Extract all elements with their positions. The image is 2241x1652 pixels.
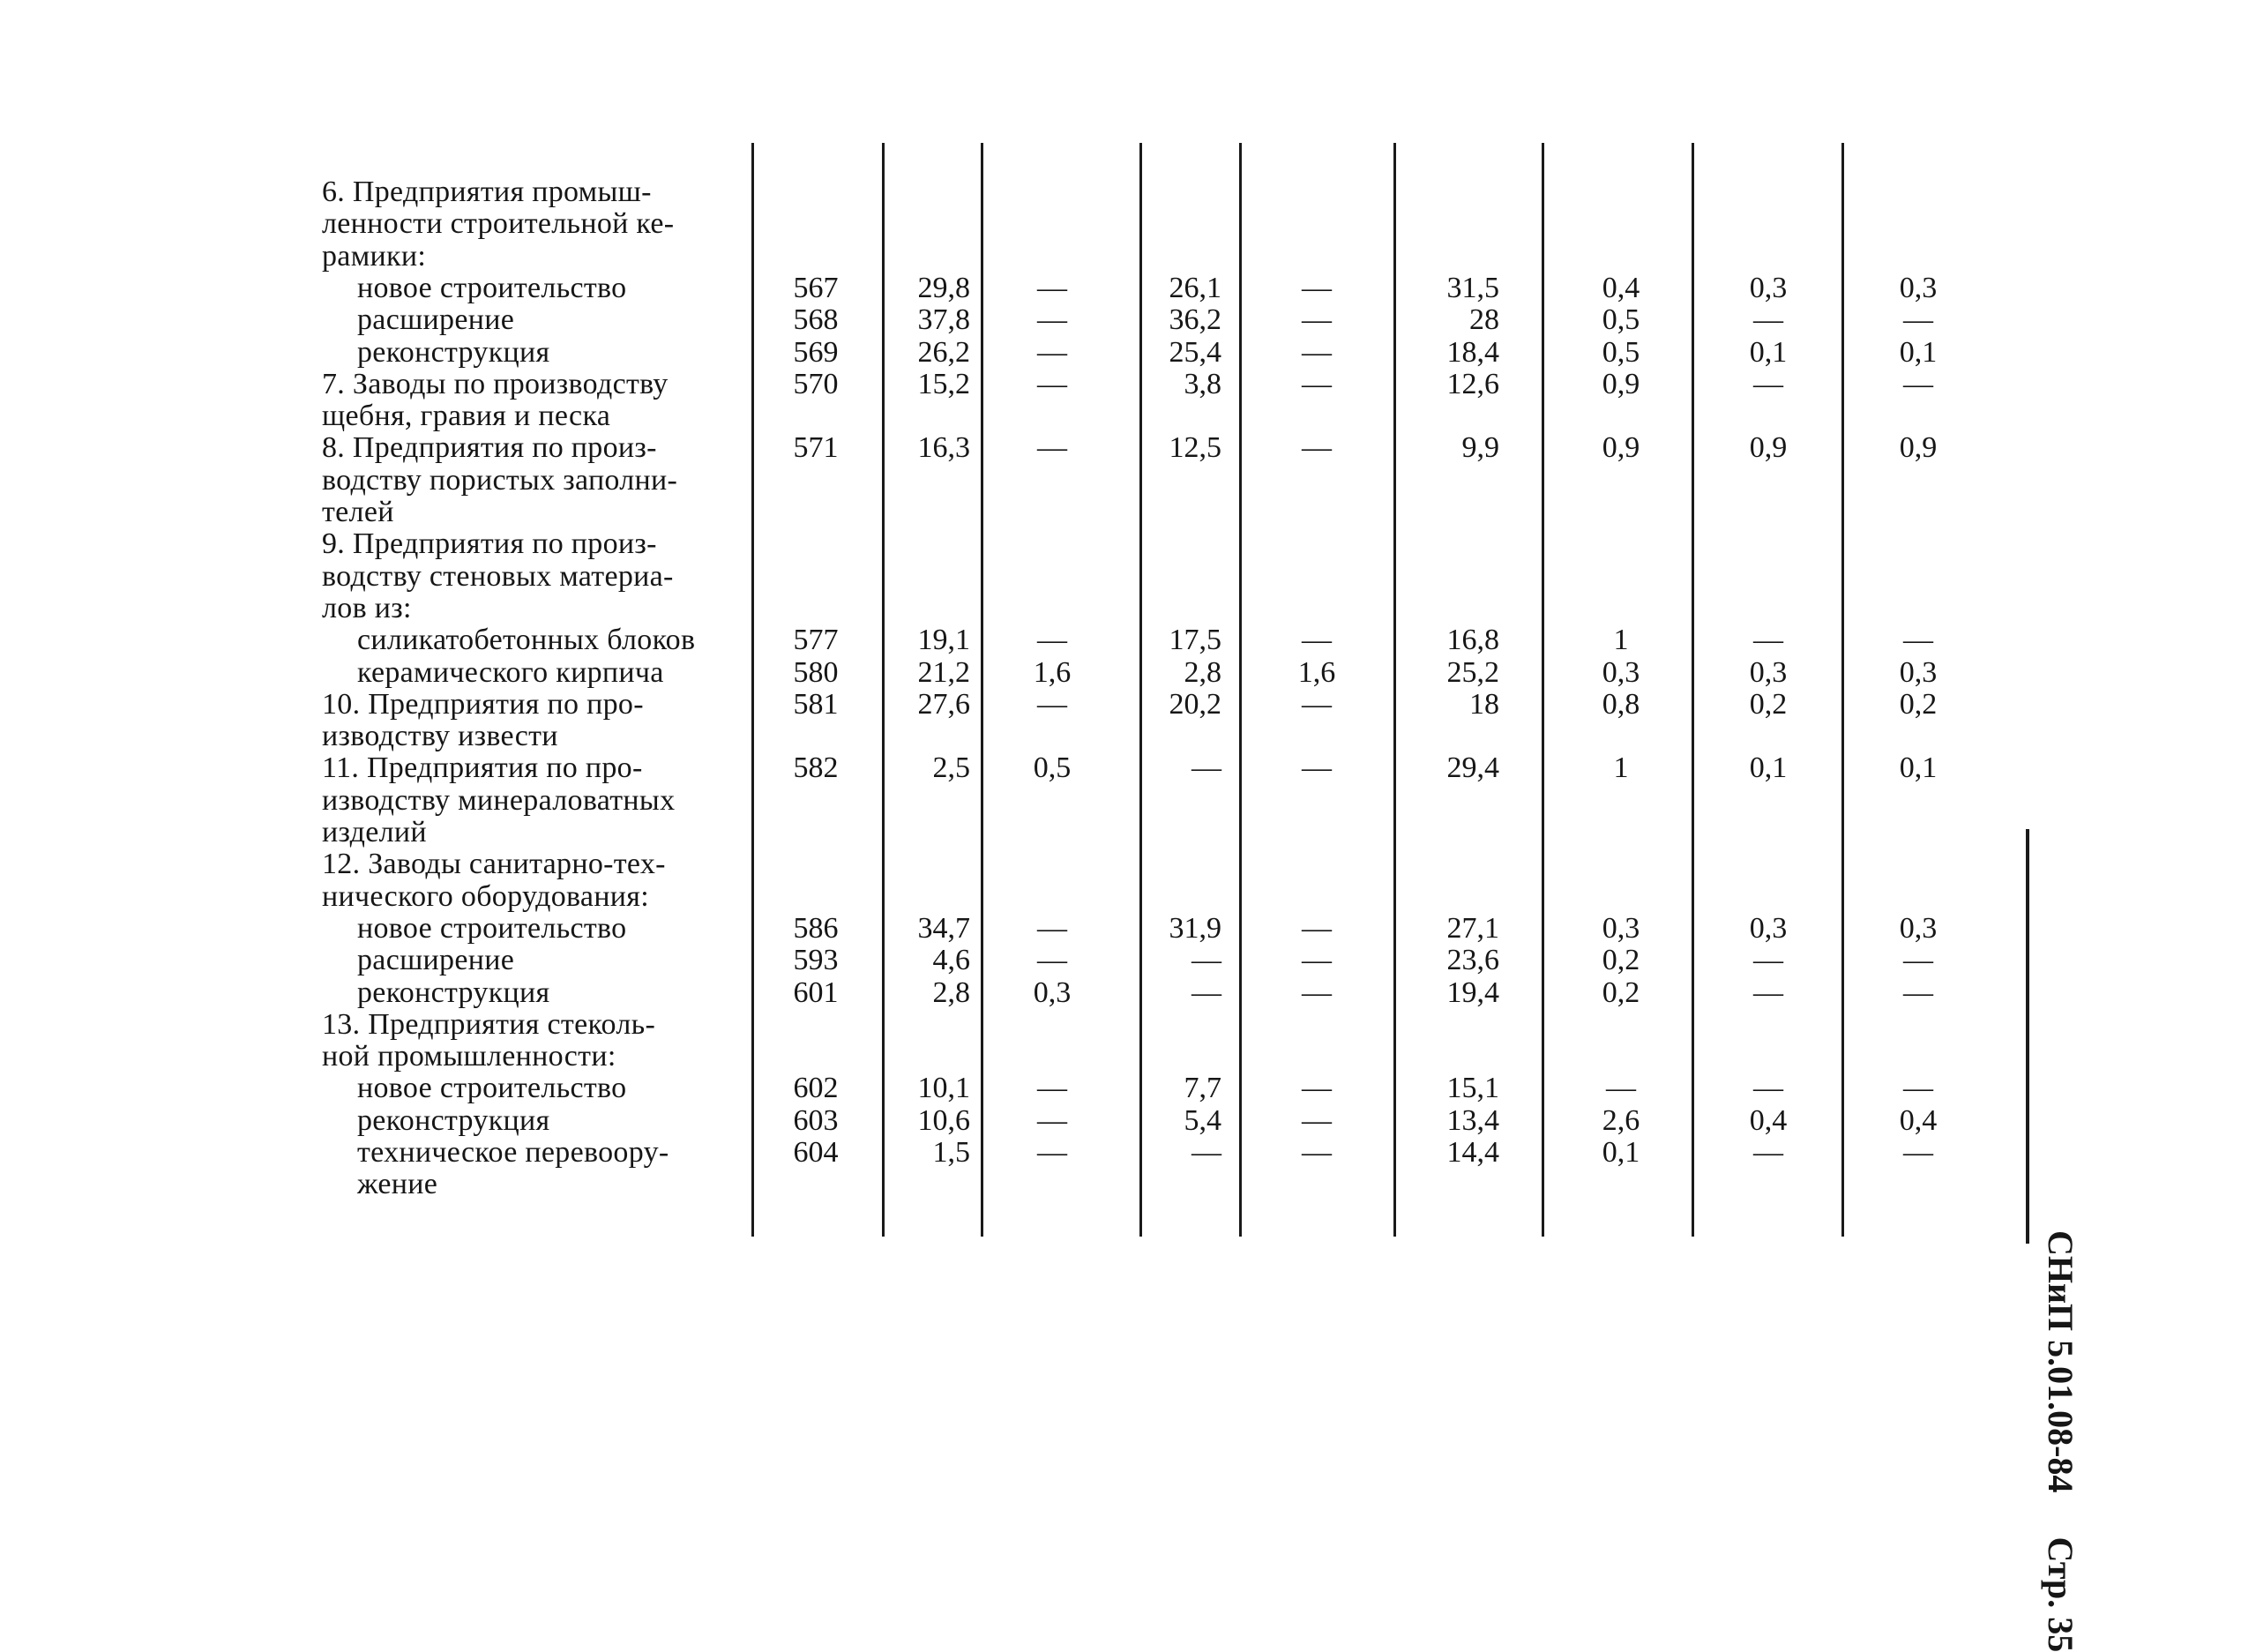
table-cell: — bbox=[1302, 1103, 1332, 1137]
row-label: 11. Предприятия по про- bbox=[322, 751, 643, 785]
table-cell: — bbox=[1302, 1072, 1332, 1105]
row-label: новое строительство bbox=[357, 271, 627, 304]
table-cell: — bbox=[1302, 624, 1332, 657]
table-cell: 31,5 bbox=[1446, 271, 1499, 304]
table-cell: 29,8 bbox=[917, 271, 970, 304]
row-label: изделий bbox=[322, 816, 427, 848]
row-label: лов из: bbox=[322, 591, 412, 624]
table-cell: 18,4 bbox=[1446, 335, 1499, 369]
table-cell: 0,4 bbox=[1602, 271, 1640, 304]
table-cell: 0,5 bbox=[1033, 751, 1072, 785]
table-cell: — bbox=[1903, 1136, 1933, 1169]
table-cell: 0,3 bbox=[1899, 655, 1938, 689]
row-label: 13. Предприятия стеколь- bbox=[322, 1007, 656, 1041]
table-cell: — bbox=[1037, 624, 1067, 657]
table-cell: 0,3 bbox=[1749, 655, 1788, 689]
table-cell: 21,2 bbox=[917, 655, 970, 689]
table-cell: 0,3 bbox=[1899, 911, 1938, 945]
table-cell: 0,9 bbox=[1899, 431, 1938, 465]
table-cell: 2,8 bbox=[1184, 655, 1221, 689]
table-cell: 0,1 bbox=[1899, 751, 1938, 785]
table-cell: 27,6 bbox=[917, 687, 970, 721]
row-label: щебня, гравия и песка bbox=[322, 400, 611, 433]
table-cell: 0,1 bbox=[1899, 335, 1938, 369]
table-cell: 13,4 bbox=[1446, 1103, 1499, 1137]
table-cell: 34,7 bbox=[917, 911, 970, 945]
row-label: ленности строительной ке- bbox=[322, 207, 675, 241]
table-cell: — bbox=[1753, 367, 1783, 400]
table-cell: — bbox=[1037, 1072, 1067, 1105]
table-cell: 4,6 bbox=[932, 944, 970, 977]
table-cell: — bbox=[1753, 624, 1783, 657]
row-label: реконструкция bbox=[357, 1103, 550, 1137]
table-cell: — bbox=[1302, 944, 1332, 977]
table-cell: — bbox=[1037, 431, 1067, 465]
table-cell: — bbox=[1753, 303, 1783, 337]
table-cell: 12,6 bbox=[1446, 367, 1499, 400]
table-cell: 0,3 bbox=[1749, 911, 1788, 945]
row-code: 603 bbox=[793, 1103, 839, 1137]
table-cell: 28 bbox=[1469, 303, 1499, 337]
table-cell: 19,4 bbox=[1446, 976, 1499, 1009]
row-label: жение bbox=[357, 1168, 438, 1201]
row-label: 8. Предприятия по произ- bbox=[322, 431, 657, 465]
row-code: 586 bbox=[793, 911, 839, 945]
table-cell: — bbox=[1037, 303, 1067, 337]
table-cell: — bbox=[1903, 303, 1933, 337]
row-code: 601 bbox=[793, 976, 839, 1009]
row-label: реконструкция bbox=[357, 335, 550, 369]
table-cell: 2,5 bbox=[932, 751, 970, 785]
table-cell: 5,4 bbox=[1184, 1103, 1221, 1137]
row-code: 581 bbox=[793, 687, 839, 721]
column-rule bbox=[1692, 143, 1694, 1237]
table-cell: 0,9 bbox=[1602, 431, 1640, 465]
row-code: 602 bbox=[793, 1072, 839, 1105]
table-cell: 16,8 bbox=[1446, 624, 1499, 657]
row-label: расширение bbox=[357, 303, 515, 337]
row-label: рамики: bbox=[322, 239, 427, 273]
table-cell: — bbox=[1903, 624, 1933, 657]
table-cell: 1,5 bbox=[932, 1136, 970, 1169]
column-rule bbox=[981, 143, 983, 1237]
table-cell: 7,7 bbox=[1184, 1072, 1221, 1105]
table-cell: 3,8 bbox=[1184, 367, 1221, 400]
table-cell: 0,2 bbox=[1602, 944, 1640, 977]
table-cell: — bbox=[1191, 1136, 1221, 1169]
table-cell: 0,8 bbox=[1602, 687, 1640, 721]
table-cell: — bbox=[1753, 976, 1783, 1009]
row-label: изводству минераловатных bbox=[322, 783, 676, 817]
table-cell: — bbox=[1302, 687, 1332, 721]
row-label: реконструкция bbox=[357, 976, 550, 1009]
table-cell: — bbox=[1302, 431, 1332, 465]
table-cell: 27,1 bbox=[1446, 911, 1499, 945]
row-label: нического оборудования: bbox=[322, 879, 649, 913]
table-cell: — bbox=[1753, 1136, 1783, 1169]
row-code: 571 bbox=[793, 431, 839, 465]
table-cell: 0,1 bbox=[1749, 751, 1788, 785]
table-cell: 1,6 bbox=[1297, 655, 1336, 689]
table-cell: 37,8 bbox=[917, 303, 970, 337]
row-label: 6. Предприятия промыш- bbox=[322, 176, 652, 208]
table-cell: 19,1 bbox=[917, 624, 970, 657]
table-cell: — bbox=[1302, 367, 1332, 400]
table-cell: — bbox=[1037, 911, 1067, 945]
table-cell: 31,9 bbox=[1169, 911, 1221, 945]
page-number: Стр. 35 bbox=[2041, 1536, 2080, 1652]
table-cell: — bbox=[1037, 271, 1067, 304]
row-code: 582 bbox=[793, 751, 839, 785]
table-cell: 1,6 bbox=[1033, 655, 1072, 689]
table-cell: — bbox=[1302, 751, 1332, 785]
table-cell: 0,3 bbox=[1749, 271, 1788, 304]
table-cell: 0,5 bbox=[1602, 303, 1640, 337]
row-label: 10. Предприятия по про- bbox=[322, 687, 644, 721]
table-cell: — bbox=[1191, 976, 1221, 1009]
row-label: ной промышленности: bbox=[322, 1040, 616, 1073]
table-cell: — bbox=[1037, 687, 1067, 721]
table-cell: — bbox=[1903, 1072, 1933, 1105]
table-cell: — bbox=[1753, 1072, 1783, 1105]
table-cell: 0,3 bbox=[1602, 911, 1640, 945]
table-cell: 16,3 bbox=[917, 431, 970, 465]
table-cell: — bbox=[1302, 303, 1332, 337]
column-rule bbox=[1542, 143, 1544, 1237]
row-code: 568 bbox=[793, 303, 839, 337]
table-cell: — bbox=[1302, 1136, 1332, 1169]
table-cell: 26,2 bbox=[917, 335, 970, 369]
table-cell: 25,4 bbox=[1169, 335, 1221, 369]
table-cell: — bbox=[1753, 944, 1783, 977]
table-cell: 0,5 bbox=[1602, 335, 1640, 369]
table-cell: — bbox=[1037, 1103, 1067, 1137]
row-label: новое строительство bbox=[357, 911, 627, 945]
table-cell: 18 bbox=[1469, 687, 1499, 721]
table-cell: — bbox=[1903, 976, 1933, 1009]
table-cell: 15,1 bbox=[1446, 1072, 1499, 1105]
row-label: новое строительство bbox=[357, 1072, 627, 1105]
table-cell: 14,4 bbox=[1446, 1136, 1499, 1169]
table-cell: 2,6 bbox=[1602, 1103, 1640, 1137]
row-code: 593 bbox=[793, 944, 839, 977]
table-cell: 0,9 bbox=[1749, 431, 1788, 465]
table-cell: 0,1 bbox=[1602, 1136, 1640, 1169]
header-rule bbox=[2026, 829, 2029, 1244]
running-header bbox=[2040, 1230, 2081, 1652]
row-label: 9. Предприятия по произ- bbox=[322, 527, 657, 561]
table-cell: — bbox=[1037, 1136, 1067, 1169]
table-cell: — bbox=[1191, 751, 1221, 785]
table-cell: 0,3 bbox=[1602, 655, 1640, 689]
table-cell: 0,2 bbox=[1602, 976, 1640, 1009]
table-cell: 10,1 bbox=[917, 1072, 970, 1105]
table-cell: 0,2 bbox=[1749, 687, 1788, 721]
table-cell: 12,5 bbox=[1169, 431, 1221, 465]
table-cell: 0,2 bbox=[1899, 687, 1938, 721]
table-cell: — bbox=[1302, 976, 1332, 1009]
table-cell: 0,4 bbox=[1899, 1103, 1938, 1137]
row-label: водству пористых заполни- bbox=[322, 463, 678, 497]
row-label: телей bbox=[322, 496, 394, 528]
table-cell: 0,1 bbox=[1749, 335, 1788, 369]
row-label: силикатобетонных блоков bbox=[357, 624, 696, 657]
row-code: 580 bbox=[793, 655, 839, 689]
table-cell: 0,4 bbox=[1749, 1103, 1788, 1137]
row-code: 569 bbox=[793, 335, 839, 369]
table-cell: 15,2 bbox=[917, 367, 970, 400]
table-cell: 2,8 bbox=[932, 976, 970, 1009]
row-code: 604 bbox=[793, 1136, 839, 1169]
row-label: 12. Заводы санитарно-тех- bbox=[322, 848, 666, 881]
table-cell: — bbox=[1037, 335, 1067, 369]
table-cell: 25,2 bbox=[1446, 655, 1499, 689]
table-cell: 29,4 bbox=[1446, 751, 1499, 785]
table-cell: — bbox=[1302, 271, 1332, 304]
table-cell: — bbox=[1037, 367, 1067, 400]
table-cell: 0,3 bbox=[1899, 271, 1938, 304]
row-label: расширение bbox=[357, 944, 515, 977]
table-cell: 26,1 bbox=[1169, 271, 1221, 304]
column-rule bbox=[1239, 143, 1242, 1237]
table-cell: 36,2 bbox=[1169, 303, 1221, 337]
table-cell: — bbox=[1302, 335, 1332, 369]
row-code: 577 bbox=[793, 624, 839, 657]
table-cell: — bbox=[1903, 367, 1933, 400]
row-label: водству стеновых материа- bbox=[322, 559, 674, 593]
table-cell: — bbox=[1903, 944, 1933, 977]
document-code: СНиП 5.01.08-84 bbox=[2041, 1230, 2080, 1493]
table-cell: 0,3 bbox=[1033, 976, 1072, 1009]
table-cell: 1 bbox=[1613, 624, 1629, 657]
row-label: техническое перевоору- bbox=[357, 1136, 669, 1169]
row-code: 570 bbox=[793, 367, 839, 400]
table-cell: 20,2 bbox=[1169, 687, 1221, 721]
table-cell: 17,5 bbox=[1169, 624, 1221, 657]
row-code: 567 bbox=[793, 271, 839, 304]
table-cell: 10,6 bbox=[917, 1103, 970, 1137]
row-label: изводству извести bbox=[322, 720, 558, 753]
table-cell: 0,9 bbox=[1602, 367, 1640, 400]
row-label: 7. Заводы по производству bbox=[322, 367, 669, 400]
table-cell: 9,9 bbox=[1461, 431, 1499, 465]
table-cell: 23,6 bbox=[1446, 944, 1499, 977]
table-cell: — bbox=[1037, 944, 1067, 977]
table-cell: — bbox=[1191, 944, 1221, 977]
row-label: керамического кирпича bbox=[357, 655, 664, 689]
table-cell: — bbox=[1606, 1072, 1636, 1105]
table-cell: — bbox=[1302, 911, 1332, 945]
column-rule bbox=[1841, 143, 1844, 1237]
table-cell: 1 bbox=[1613, 751, 1629, 785]
